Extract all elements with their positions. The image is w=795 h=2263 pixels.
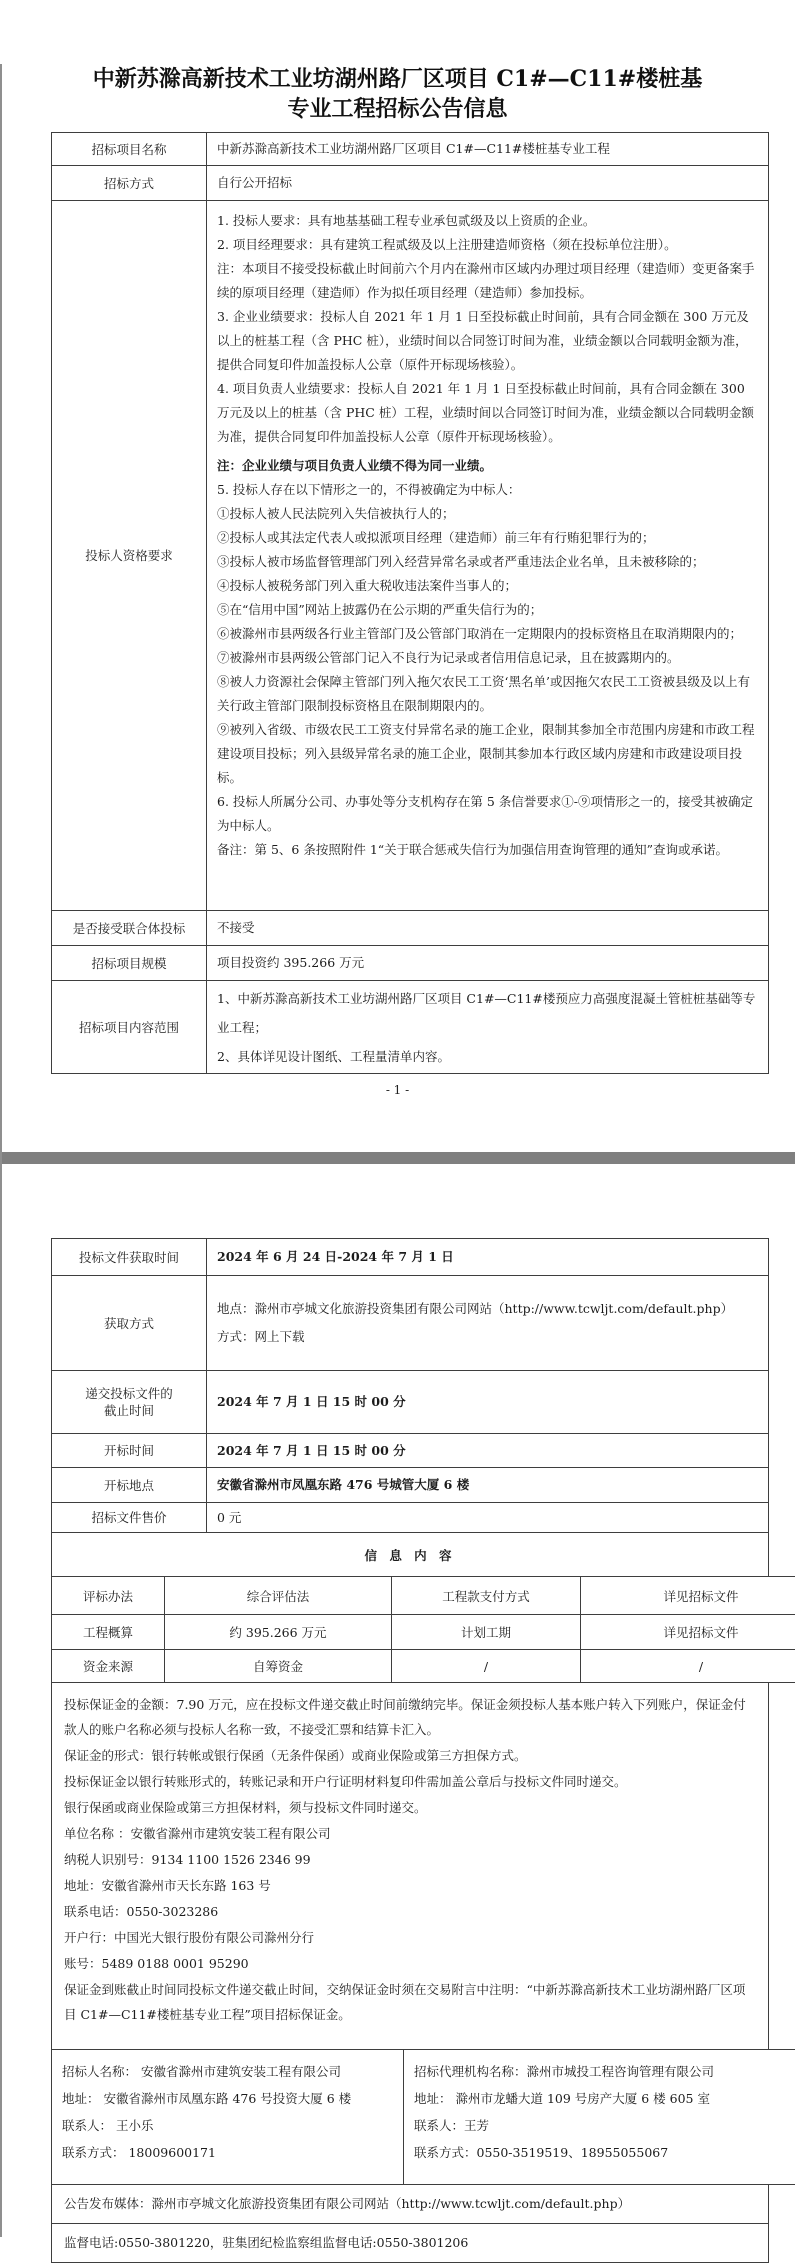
tenderer-phone: 联系方式： 18009600171	[62, 2139, 393, 2166]
qualification-line: ③投标人被市场监督管理部门列入经营异常名录或者严重违法企业名单，且未被移除的；	[217, 550, 758, 574]
qualification-line: 4. 项目负责人业绩要求：投标人自 2021 年 1 月 1 日至投标截止时间前，具有合同金额在 300 万元及以上的桩基（含 PHC 桩）工程，业绩时间以合同签订时间为准，业绩金额以合同载明金额为准，提供合同复印件加盖投标人公章（原件开标现场核验）。	[217, 377, 758, 449]
eval-method-value: 综合评估法	[165, 1577, 392, 1615]
qualification-line: 1. 投标人要求：具有地基基础工程专业承包贰级及以上资质的企业。	[217, 209, 758, 233]
info-header-table	[51, 1532, 769, 1577]
doc-obtain-time-value: 2024 年 6 月 24 日-2024 年 7 月 1 日	[207, 1239, 769, 1276]
project-name-label: 招标项目名称	[52, 133, 207, 166]
page-title	[0, 64, 795, 124]
table-row	[52, 1239, 769, 1276]
budget-value: 约 395.266 万元	[165, 1615, 392, 1650]
parties-table	[51, 2049, 795, 2185]
info-content-header: 信 息 内 容	[52, 1533, 769, 1577]
deposit-line: 银行保函或商业保险或第三方担保材料，须与投标文件同时递交。	[64, 1795, 756, 1820]
open-time-value: 2024 年 7 月 1 日 15 时 00 分	[207, 1434, 769, 1468]
table-row	[52, 201, 769, 911]
fund-source-value: 自筹资金	[165, 1650, 392, 1683]
agency-name: 招标代理机构名称：滁州市城投工程咨询管理有限公司	[414, 2058, 795, 2085]
scope-content	[207, 981, 769, 1074]
tender-method-value: 自行公开招标	[207, 166, 769, 201]
agency-contact: 联系人：王芳	[414, 2112, 795, 2139]
doc-obtain-time-label: 投标文件获取时间	[52, 1239, 207, 1276]
table-row	[52, 946, 769, 981]
deposit-phone: 联系电话：0550-3023286	[64, 1899, 756, 1924]
agency-info	[404, 2050, 795, 2185]
agency-address: 地址： 滁州市龙蟠大道 109 号房产大厦 6 楼 605 室	[414, 2085, 795, 2112]
deposit-line: 投标保证金以银行转账形式的，转账记录和开户行证明材料复印件需加盖公章后与投标文件同时递交。	[64, 1769, 756, 1794]
submit-deadline-value: 2024 年 7 月 1 日 15 时 00 分	[207, 1371, 769, 1434]
table-row	[52, 911, 769, 946]
qualification-note-bold: 注：企业业绩与项目负责人业绩不得为同一业绩。	[217, 454, 758, 478]
qualification-line: ①投标人被人民法院列入失信被执行人的；	[217, 502, 758, 526]
supervision-phone: 监督电话:0550-3801220，驻集团纪检监察组监督电话:0550-3801206	[52, 2224, 769, 2263]
table-row	[52, 2224, 769, 2263]
table-row	[52, 1371, 769, 1434]
deposit-address: 地址：安徽省滁州市天长东路 163 号	[64, 1873, 756, 1898]
schedule-value: 详见招标文件	[581, 1615, 795, 1650]
qualification-content	[207, 201, 769, 911]
table-row	[52, 1683, 769, 2050]
table-row	[52, 981, 769, 1074]
table-row	[52, 1577, 795, 1615]
table-row	[52, 1533, 769, 1577]
obtain-method-line: 方式：网上下载	[217, 1323, 758, 1351]
media-table	[51, 2184, 769, 2224]
tenderer-name: 招标人名称： 安徽省滁州市建筑安装工程有限公司	[62, 2058, 393, 2085]
grid-slash-cell: /	[392, 1650, 581, 1683]
info-grid-table	[51, 1576, 795, 1683]
scope-line: 2、具体详见设计图纸、工程量清单内容。	[217, 1042, 758, 1071]
submit-deadline-label-text: 递交投标文件的截止时间	[81, 1385, 177, 1419]
qualification-line: ⑨被列入省级、市级农民工工资支付异常名录的施工企业，限制其参加全市范围内房建和市政工程建设项目投标；列入县级异常名录的施工企业，限制其参加本行政区域内房建和市政建设项目投标。	[217, 718, 758, 790]
tenderer-info	[52, 2050, 404, 2185]
scope-line: 1、中新苏滁高新技术工业坊湖州路厂区项目 C1#—C11#楼预应力高强度混凝土管桩桩基础等专业工程；	[217, 984, 758, 1042]
schedule-label: 计划工期	[392, 1615, 581, 1650]
deposit-line: 保证金的形式：银行转帐或银行保函（无条件保函）或商业保险或第三方担保方式。	[64, 1743, 756, 1768]
obtain-method-content	[207, 1276, 769, 1371]
tender-notice-table	[51, 132, 769, 1074]
tenderer-address: 地址： 安徽省滁州市凤凰东路 476 号投资大厦 6 楼	[62, 2085, 393, 2112]
payment-method-value: 详见招标文件	[581, 1577, 795, 1615]
page-title-line1: 中新苏滁高新技术工业坊湖州路厂区项目 C1#—C11#楼桩基	[0, 64, 795, 94]
table-row	[52, 2050, 795, 2185]
qualification-line: ②投标人或其法定代表人或拟派项目经理（建造师）前三年有行贿犯罪行为的；	[217, 526, 758, 550]
open-place-value: 安徽省滁州市凤凰东路 476 号城管大厦 6 楼	[207, 1468, 769, 1503]
consortium-value: 不接受	[207, 911, 769, 946]
table-row	[52, 1434, 769, 1468]
open-time-label: 开标时间	[52, 1434, 207, 1468]
page-left-edge-line	[0, 64, 2, 2237]
qualification-label: 投标人资格要求	[52, 201, 207, 911]
page-number: - 1 -	[0, 1083, 795, 1097]
open-place-label: 开标地点	[52, 1468, 207, 1503]
doc-price-value: 0 元	[207, 1503, 769, 1533]
grid-slash-cell: /	[581, 1650, 795, 1683]
deposit-line: 投标保证金的金额：7.90 万元，应在投标文件递交截止时间前缴纳完毕。保证金须投标人基本账户转入下列账户，保证金付款人的账户名称必须与投标人名称一致，不接受汇票和结算卡汇入。	[64, 1692, 756, 1742]
announcement-media: 公告发布媒体：滁州市亭城文化旅游投资集团有限公司网站（http://www.tcwljt.com/default.php）	[52, 2185, 769, 2224]
table-row	[52, 1276, 769, 1371]
qualification-line: 注：本项目不接受投标截止时间前六个月内在滁州市区域内办理过项目经理（建造师）变更备案手续的原项目经理（建造师）作为拟任项目经理（建造师）参加投标。	[217, 257, 758, 305]
qualification-line: ⑧被人力资源社会保障主管部门列入拖欠农民工工资‘黑名单’或因拖欠农民工工资被县级及以上有关行政主管部门限制投标资格且在限制期限内的。	[217, 670, 758, 718]
qualification-line: 2. 项目经理要求：具有建筑工程贰级及以上注册建造师资格（须在投标单位注册）。	[217, 233, 758, 257]
deposit-account-number: 账号：5489 0188 0001 95290	[64, 1951, 756, 1976]
bid-schedule-table	[51, 1238, 769, 1533]
deposit-taxpayer-id: 纳税人识别号：9134 1100 1526 2346 99	[64, 1847, 756, 1872]
obtain-method-label: 获取方式	[52, 1276, 207, 1371]
doc-price-label: 招标文件售价	[52, 1503, 207, 1533]
qualification-line: ⑦被滁州市县两级公管部门记入不良行为记录或者信用信息记录，且在披露期内的。	[217, 646, 758, 670]
table-row	[52, 1650, 795, 1683]
table-row	[52, 1468, 769, 1503]
tenderer-contact: 联系人： 王小乐	[62, 2112, 393, 2139]
project-scale-label: 招标项目规模	[52, 946, 207, 981]
fund-source-label: 资金来源	[52, 1650, 165, 1683]
qualification-line: ④投标人被税务部门列入重大税收违法案件当事人的；	[217, 574, 758, 598]
deposit-bank: 开户行：中国光大银行股份有限公司滁州分行	[64, 1925, 756, 1950]
table-row	[52, 1503, 769, 1533]
table-row	[52, 2185, 769, 2224]
page-title-line2: 专业工程招标公告信息	[0, 94, 795, 124]
qualification-line: 6. 投标人所属分公司、办事处等分支机构存在第 5 条信誉要求①-⑨项情形之一的，接受其被确定为中标人。	[217, 790, 758, 838]
deposit-account-name: 单位名称 ：安徽省滁州市建筑安装工程有限公司	[64, 1821, 756, 1846]
deposit-table	[51, 1682, 769, 2050]
consortium-label: 是否接受联合体投标	[52, 911, 207, 946]
eval-method-label: 评标办法	[52, 1577, 165, 1615]
obtain-method-line: 地点：滁州市亭城文化旅游投资集团有限公司网站（http://www.tcwljt.com/default.php）	[217, 1295, 758, 1323]
qualification-line: 5. 投标人存在以下情形之一的，不得被确定为中标人：	[217, 478, 758, 502]
budget-label: 工程概算	[52, 1615, 165, 1650]
deposit-remark: 保证金到账截止时间同投标文件递交截止时间，交纳保证金时须在交易附言中注明：“中新苏滁高新技术工业坊湖州路厂区项目 C1#—C11#楼桩基专业工程”项目招标保证金。	[64, 1977, 756, 2027]
qualification-line: 3. 企业业绩要求：投标人自 2021 年 1 月 1 日至投标截止时间前，具有合同金额在 300 万元及以上的桩基工程（含 PHC 桩），业绩时间以合同签订时间为准，业绩金额以合同载明金额为准，提供合同复印件加盖投标人公章（原件开标现场核验）。	[217, 305, 758, 377]
table-row	[52, 133, 769, 166]
scope-label: 招标项目内容范围	[52, 981, 207, 1074]
qualification-line: 备注：第 5、6 条按照附件 1“关于联合惩戒失信行为加强信用查询管理的通知”查询或承诺。	[217, 838, 758, 862]
table-row	[52, 166, 769, 201]
page-break-separator	[0, 1152, 795, 1164]
tender-method-label: 招标方式	[52, 166, 207, 201]
qualification-line: ⑥被滁州市县两级各行业主管部门及公管部门取消在一定期限内的投标资格且在取消期限内的；	[217, 622, 758, 646]
agency-phone: 联系方式：0550-3519519、18955055067	[414, 2139, 795, 2166]
table-row	[52, 1615, 795, 1650]
project-scale-value: 项目投资约 395.266 万元	[207, 946, 769, 981]
project-name-value: 中新苏滁高新技术工业坊湖州路厂区项目 C1#—C11#楼桩基专业工程	[207, 133, 769, 166]
payment-method-label: 工程款支付方式	[392, 1577, 581, 1615]
deposit-content	[52, 1683, 769, 2050]
qualification-line: ⑤在“信用中国”网站上披露仍在公示期的严重失信行为的；	[217, 598, 758, 622]
supervision-table	[51, 2223, 769, 2263]
submit-deadline-label	[52, 1371, 207, 1434]
